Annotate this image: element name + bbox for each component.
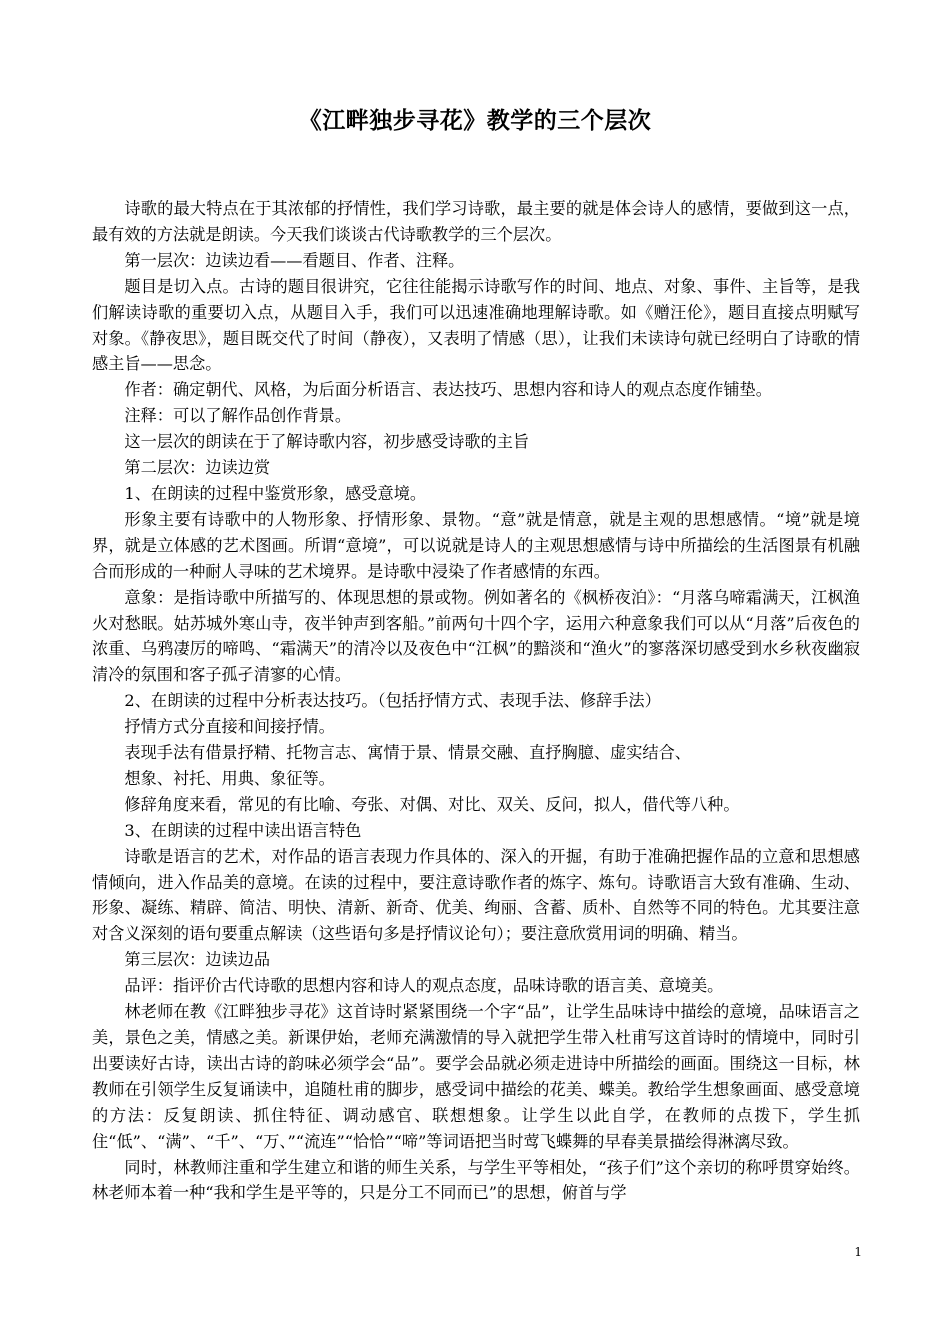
paragraph: 抒情方式分直接和间接抒情。: [124, 717, 335, 737]
page-number: 1: [854, 1245, 862, 1259]
paragraph: 3、在朗读的过程中读出语言特色: [124, 820, 362, 840]
paragraph: 表现手法有借景抒精、托物言志、寓情于景、情景交融、直抒胸臆、虚实结合、: [124, 743, 691, 763]
paragraph: 题目是切入点。古诗的题目很讲究，它往往能揭示诗歌写作的时间、地点、对象、事件、主旨等，是我们解读诗歌的重要切入点，从题目入手，我们可以迅速准确地理解诗歌。如《赠汪伦》，题目直接点明赋写对象。《静夜思》，题目既交代了时间（静夜），又表明了情感（思），让我们未读诗句就已经明白了诗歌的情感主旨——思念。: [92, 276, 860, 374]
paragraph: 修辞角度来看，常见的有比喻、夸张、对偶、对比、双关、反问，拟人，借代等八种。: [124, 794, 740, 814]
paragraph: 2、在朗读的过程中分析表达技巧。（包括抒情方式、表现手法、修辞手法）: [124, 691, 661, 711]
paragraph: 形象主要有诗歌中的人物形象、抒情形象、景物。“意”就是情意，就是主观的思想感情。“境”就是境界，就是立体感的艺术图画。所谓“意境”，可以说就是诗人的主观思想感情与诗中所描绘的生活图景有机融合而形成的一种耐人寻味的艺术境界。是诗歌中浸染了作者感情的东西。: [92, 509, 860, 581]
paragraph: 注释：可以了解作品创作背景。: [124, 406, 352, 426]
paragraph: 1、在朗读的过程中鉴赏形象，感受意境。: [124, 483, 427, 503]
paragraph: 第三层次：边读边品: [124, 950, 271, 970]
paragraph: 第二层次：边读边赏: [124, 458, 271, 478]
paragraph: 诗歌是语言的艺术，对作品的语言表现力作具体的、深入的开掘，有助于准确把握作品的立意和思想感情倾向，进入作品美的意境。在读的过程中，要注意诗歌作者的炼字、炼句。诗歌语言大致有准确、生动、形象、凝练、精辟、简洁、明快、清新、新奇、优美、绚丽、含蓄、质朴、自然等不同的特色。尤其要注意对含义深刻的语句要重点解读（这些语句多是抒情议论句）；要注意欣赏用词的明确、精当。: [92, 846, 860, 944]
paragraph: 第一层次：边读边看——看题目、作者、注释。: [124, 250, 465, 270]
paragraph: 意象：是指诗歌中所描写的、体现思想的景或物。例如著名的《枫桥夜泊》：“月落乌啼霜满天，江枫渔火对愁眠。姑苏城外寒山寺，夜半钟声到客船。”前两句十四个字，运用六种意象我们可以从“月落”后夜色的浓重、乌鸦凄厉的啼鸣、“霜满天”的清冷以及夜色中“江枫”的黯淡和“渔火”的寥落深切感受到水乡秋夜幽寂清冷的氛围和客子孤孑清寥的心情。: [92, 587, 860, 685]
paragraph: 同时，林教师注重和学生建立和谐的师生关系，与学生平等相处，“孩子们”这个亲切的称呼贯穿始终。林老师本着一种“我和学生是平等的，只是分工不同而已”的思想，俯首与学: [92, 1157, 860, 1203]
document-title: 《江畔独步寻花》教学的三个层次: [298, 107, 652, 134]
paragraph: 作者：确定朝代、风格，为后面分析语言、表达技巧、思想内容和诗人的观点态度作铺垫。: [124, 380, 772, 400]
paragraph: 诗歌的最大特点在于其浓郁的抒情性，我们学习诗歌，最主要的就是体会诗人的感情，要做到这一点，最有效的方法就是朗读。今天我们谈谈古代诗歌教学的三个层次。: [92, 199, 860, 244]
paragraph: 这一层次的朗读在于了解诗歌内容，初步感受诗歌的主旨: [124, 432, 530, 452]
paragraph: 想象、衬托、用典、象征等。: [124, 768, 335, 788]
paragraph: 品评：指评价古代诗歌的思想内容和诗人的观点态度，品味诗歌的语言美、意境美。: [124, 976, 724, 996]
document-body: [92, 196, 860, 1206]
paragraph: 林老师在教《江畔独步寻花》这首诗时紧紧围绕一个字“品”，让学生品味诗中描绘的意境，品味语言之美，景色之美，情感之美。新课伊始，老师充满激情的导入就把学生带入杜甫写这首诗时的情境中，同时引出要读好古诗，读出古诗的韵味必须学会“品”。要学会品就必须走进诗中所描绘的画面。围绕这一目标，林教师在引领学生反复诵读中，追随杜甫的脚步，感受词中描绘的花美、蝶美。教给学生想象画面、感受意境的方法：反复朗读、抓住特征、调动感官、联想想象。让学生以此自学，在教师的点拨下，学生抓住“低”、“满”、“千”、“万、”“流连”“恰恰”“啼”等词语把当时莺飞蝶舞的早春美景描绘得淋漓尽致。: [92, 1002, 860, 1151]
